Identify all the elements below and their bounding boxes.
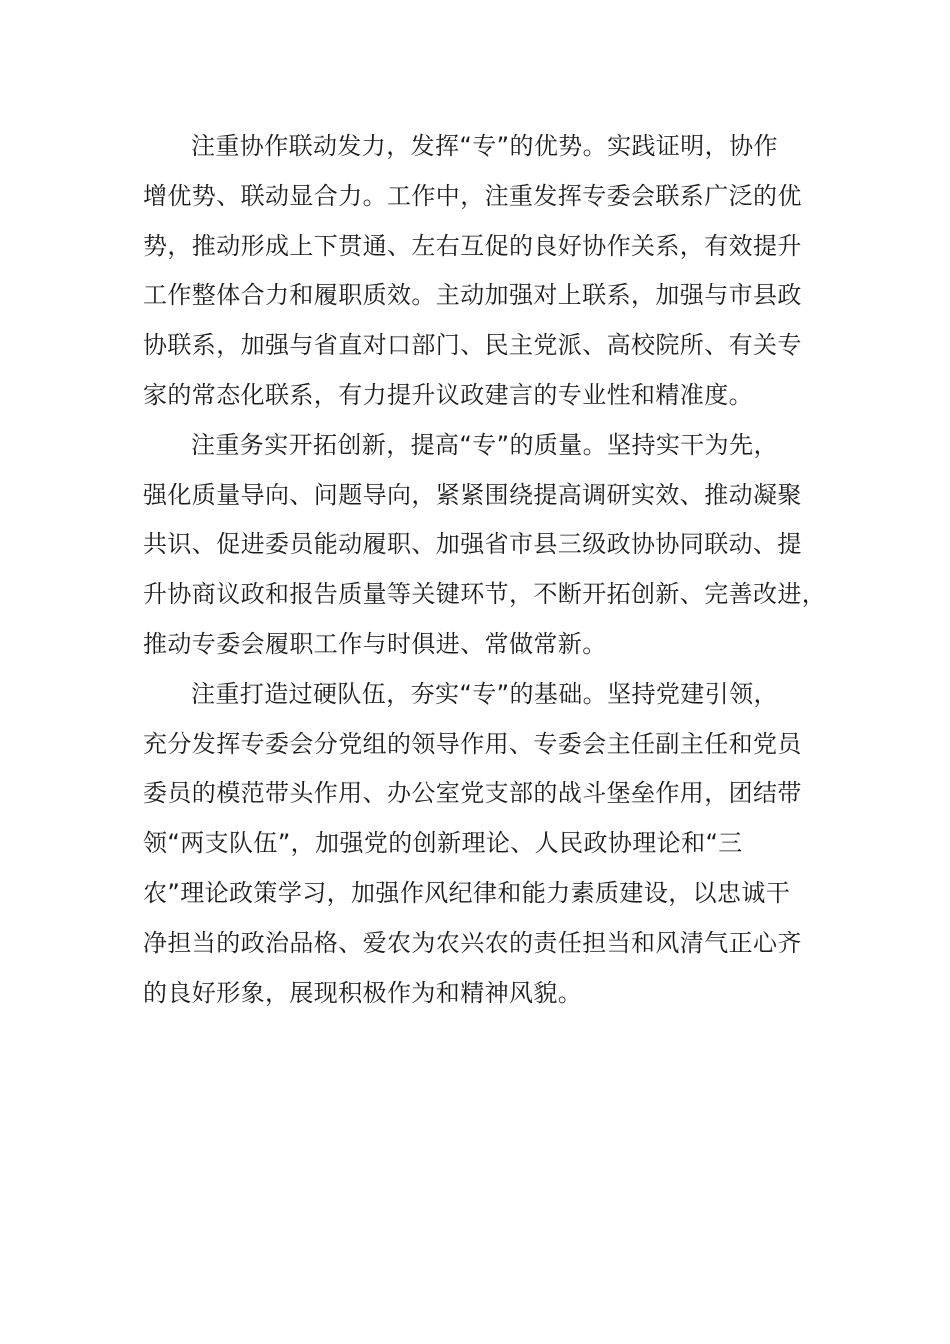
paragraph-collaboration [143,122,813,421]
paragraph-line: 的良好形象，展现积极作为和精神风貌。 [143,978,583,1007]
paragraph-line: 注重打造过硬队伍，夯实“专”的基础。坚持党建引领， [191,679,778,708]
paragraph-innovation [143,421,827,670]
paragraph-line: 领“两支队伍”，加强党的创新理论、人民政协理论和“三 [143,829,743,858]
paragraph-line: 增优势、联动显合力。工作中，注重发挥专委会联系广泛的优 [143,181,802,210]
paragraph-line: 协联系，加强与省直对口部门、民主党派、高校院所、有关专 [143,331,802,360]
paragraph-line: 注重协作联动发力，发挥“专”的优势。实践证明，协作 [191,132,778,160]
paragraph-line: 农”理论政策学习，加强作风纪律和能力素质建设，以忠诚干 [143,878,791,907]
paragraph-line: 委员的模范带头作用、办公室党支部的战斗堡垒作用，团结带 [143,779,802,808]
paragraph-line: 充分发挥专委会分党组的领导作用、专委会主任副主任和党员 [143,729,802,758]
document-body [143,122,827,1018]
paragraph-line: 共识、促进委员能动履职、加强省市县三级政协协同联动、提 [143,530,802,559]
paragraph-line: 工作整体合力和履职质效。主动加强对上联系，加强与市县政 [143,281,802,310]
paragraph-line: 势，推动形成上下贯通、左右互促的良好协作关系，有效提升 [143,231,802,260]
paragraph-team-building [143,670,813,1019]
paragraph-line: 升协商议政和报告质量等关键环节，不断开拓创新、完善改进， [143,580,827,609]
paragraph-line: 家的常态化联系，有力提升议政建言的专业性和精准度。 [143,380,753,409]
paragraph-line: 强化质量导向、问题导向，紧紧围绕提高调研实效、推动凝聚 [143,480,802,509]
paragraph-line: 推动专委会履职工作与时俱进、常做常新。 [143,629,607,658]
paragraph-line: 净担当的政治品格、爱农为农兴农的责任担当和风清气正心齐 [143,928,802,957]
paragraph-line: 注重务实开拓创新，提高“专”的质量。坚持实干为先， [191,430,778,459]
